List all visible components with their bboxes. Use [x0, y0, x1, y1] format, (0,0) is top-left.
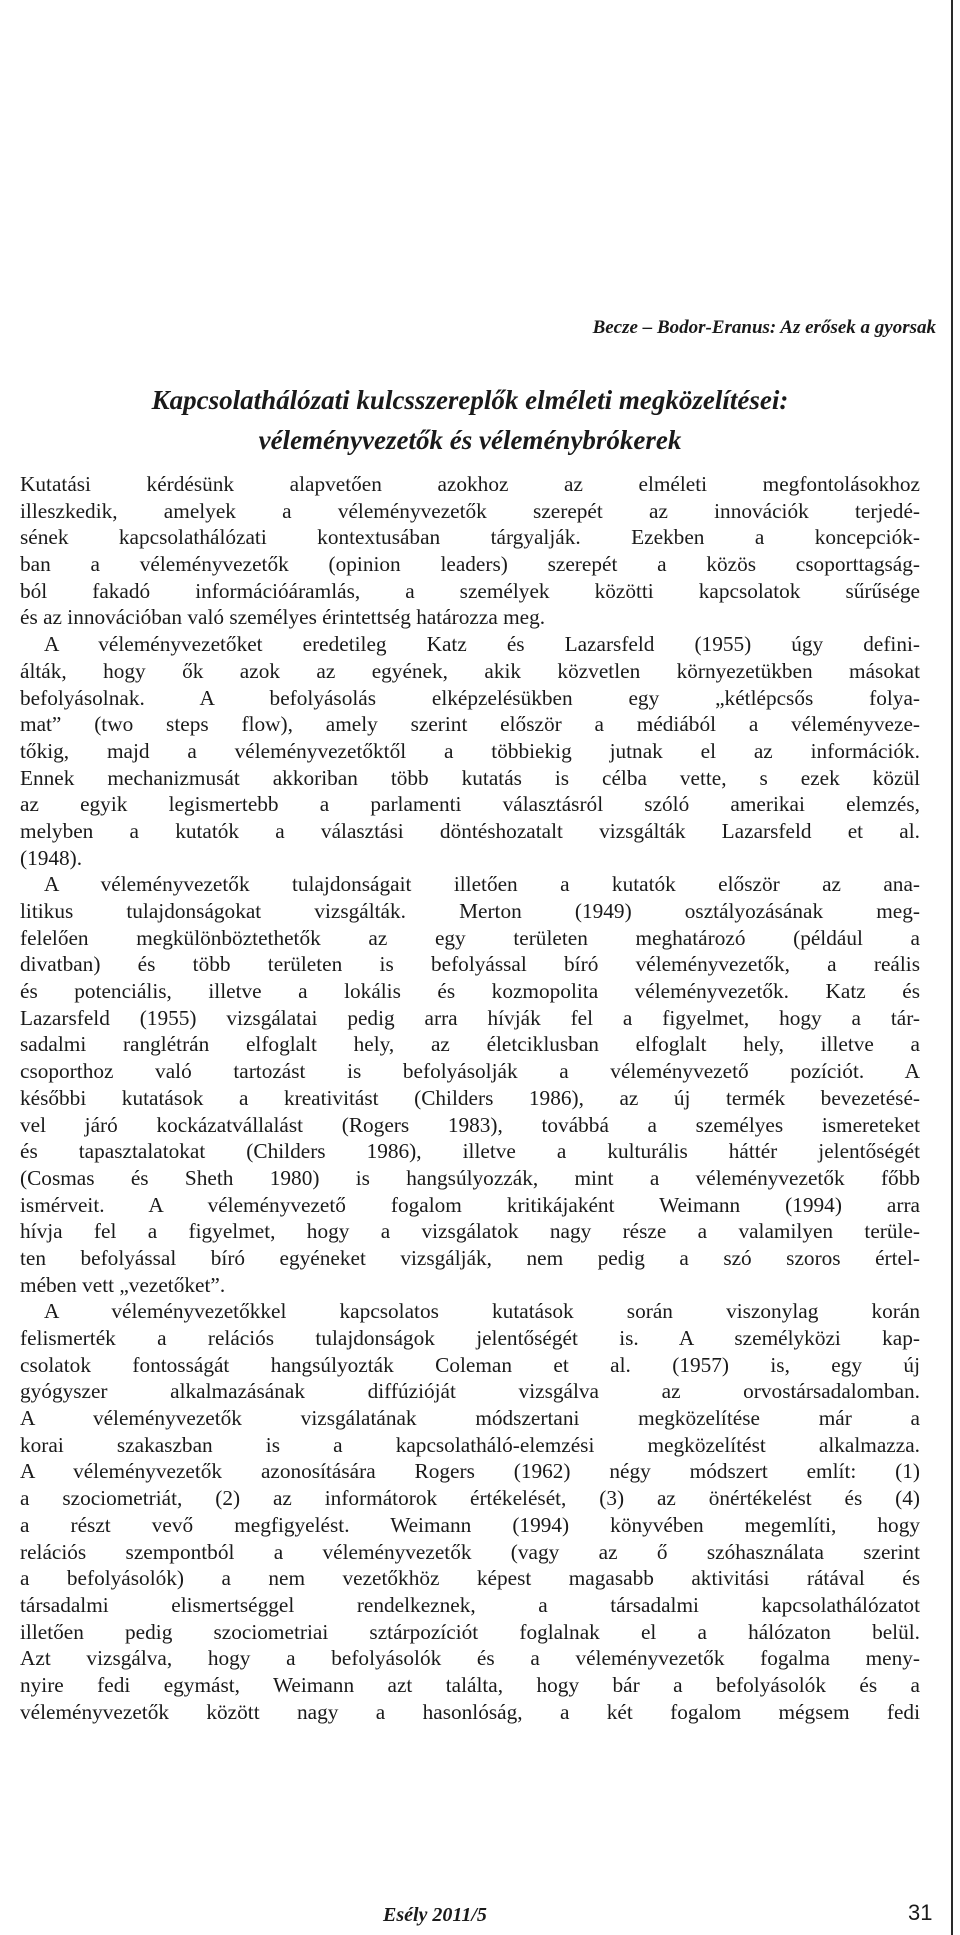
body-line: sének kapcsolathálózati kontextusában tárgyalják. Ezekben a koncepciók- [20, 525, 920, 550]
body-line: A véleményvezetőkkel kapcsolatos kutatások során viszonylag korán [44, 1299, 920, 1324]
body-line: nyire fedi egymást, Weimann azt találta, hogy bár a befolyásolók és a [20, 1672, 920, 1697]
page-number: 31 [908, 1900, 933, 1925]
body-line: relációs szempontból a véleményvezetők (vagy az ő szóhasználata szerint [20, 1539, 920, 1564]
body-line: és az innovációban való személyes érintettség határozza meg. [20, 605, 546, 630]
body-line: mat” (two steps flow), amely szerint először a médiából a véleményveze- [20, 712, 920, 737]
section-title [0, 380, 940, 460]
body-line: (Cosmas és Sheth 1980) is hangsúlyozzák, mint a véleményvezetők főbb [20, 1165, 920, 1190]
body-line: illeszkedik, amelyek a véleményvezetők szerepét az innovációk terjedé- [20, 498, 920, 523]
body-line: tőkig, majd a véleményvezetőktől a többiekig jutnak el az információk. [20, 738, 920, 763]
body-line: gyógyszer alkalmazásának diffúzióját vizsgálva az orvostársadalomban. [20, 1379, 920, 1404]
body-line: későbbi kutatások a kreativitást (Childers 1986), az új termék bevezetésé- [20, 1085, 920, 1110]
body-line: felismerték a relációs tulajdonságok jelentőségét is. A személyközi kap- [20, 1326, 920, 1350]
body-line: litikus tulajdonságokat vizsgálták. Merton (1949) osztályozásának meg- [20, 899, 920, 923]
body-line: illetően pedig szociometriai sztárpozíciót foglalnak el a hálózaton belül. [20, 1619, 920, 1644]
body-line: ismérveit. A véleményvezető fogalom kritikájaként Weimann (1994) arra [20, 1192, 920, 1217]
body-line: ten befolyással bíró egyéneket vizsgálják, nem pedig a szó szoros értel- [20, 1245, 920, 1270]
body-line: vel járó kockázatvállalást (Rogers 1983), továbbá a személyes ismereteket [20, 1112, 920, 1137]
body-line: a szociometriát, (2) az informátorok értékelését, (3) az önértékelést és (4) [20, 1486, 920, 1511]
body-line: mében vett „vezetőket”. [20, 1272, 226, 1297]
body-line: divatban) és több területen is befolyással bíró véleményvezetők, a reális [20, 952, 920, 977]
footer-journal: Esély 2011/5 [383, 1904, 487, 1926]
body-line: ban a véleményvezetők (opinion leaders) szerepét a közös csoporttagság- [20, 552, 920, 577]
body-line: hívja fel a figyelmet, hogy a vizsgálatok nagy része a valamilyen terüle- [20, 1219, 920, 1244]
section-title-line-2: véleményvezetők és véleménybrókerek [258, 425, 682, 455]
body-line: Azt vizsgálva, hogy a befolyásolók és a véleményvezetők fogalma meny- [20, 1646, 920, 1671]
body-line: sadalmi ranglétrán elfoglalt hely, az életciklusban elfoglalt hely, illetve a [20, 1032, 920, 1057]
running-head: Becze – Bodor-Eranus: Az erősek a gyorsak [592, 317, 936, 338]
body-line: a befolyásolók) a nem vezetőkhöz képest magasabb aktivitási rátával és [20, 1566, 920, 1591]
body-line: és potenciális, illetve a lokális és kozmopolita véleményvezetők. Katz és [20, 979, 920, 1004]
body-line: A véleményvezetőket eredetileg Katz és Lazarsfeld (1955) úgy defini- [44, 632, 920, 657]
body-line: társadalmi elismertséggel rendelkeznek, a társadalmi kapcsolathálózatot [20, 1592, 920, 1617]
section-title-line-1: Kapcsolathálózati kulcsszereplők elméleti megközelítései: [151, 385, 789, 415]
body-line: Kutatási kérdésünk alapvetően azokhoz az elméleti megfontolásokhoz [20, 472, 920, 496]
body-line: Ennek mechanizmusát akkoriban több kutatás is célba vette, s ezek közül [20, 765, 920, 790]
body-line: csolatok fontosságát hangsúlyozták Coleman et al. (1957) is, egy új [20, 1352, 920, 1377]
margin-rule [951, 0, 953, 1935]
body-line: A véleményvezetők vizsgálatának módszertani megközelítése már a [20, 1406, 920, 1431]
body-line: és tapasztalatokat (Childers 1986), illetve a kulturális háttér jelentőségét [20, 1139, 920, 1164]
body-line: csoporthoz való tartozást is befolyásolják a véleményvezető pozíciót. A [20, 1059, 920, 1084]
body-line: A véleményvezetők azonosítására Rogers (1962) négy módszert említ: (1) [20, 1459, 920, 1484]
body-line: befolyásolnak. A befolyásolás elképzelésükben egy „kétlépcsős folya- [20, 685, 920, 710]
body-text [20, 471, 920, 1725]
body-line: Lazarsfeld (1955) vizsgálatai pedig arra hívják fel a figyelmet, hogy a tár- [20, 1005, 920, 1030]
body-line: véleményvezetők között nagy a hasonlóság, a két fogalom mégsem fedi [20, 1699, 920, 1724]
body-line: korai szakaszban is a kapcsolatháló-elemzési megközelítést alkalmazza. [20, 1432, 920, 1457]
body-line: A véleményvezetők tulajdonságait illetően a kutatók először az ana- [44, 872, 920, 897]
body-line: felelően megkülönböztethetők az egy területen meghatározó (például a [20, 925, 920, 950]
body-line: álták, hogy ők azok az egyének, akik közvetlen környezetükben másokat [20, 658, 920, 683]
body-line: a részt vevő megfigyelést. Weimann (1994) könyvében megemlíti, hogy [20, 1512, 920, 1537]
body-line: ból fakadó információáramlás, a személyek közötti kapcsolatok sűrűsége [20, 578, 920, 603]
body-line: (1948). [20, 845, 83, 870]
body-line: melyben a kutatók a választási döntéshozatalt vizsgálták Lazarsfeld et al. [20, 818, 920, 843]
body-line: az egyik legismertebb a parlamenti választásról szóló amerikai elemzés, [20, 792, 920, 817]
